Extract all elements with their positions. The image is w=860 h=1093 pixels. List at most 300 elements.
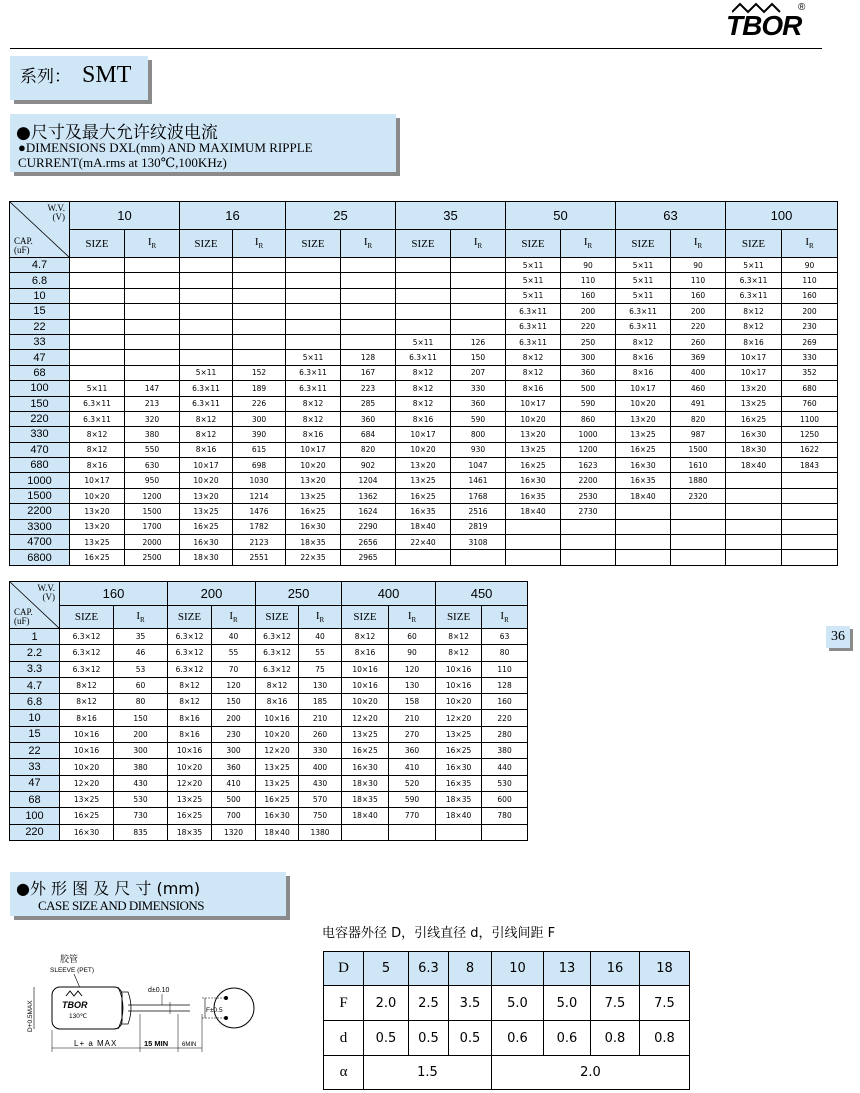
ripple-cell: 150 [114,710,168,726]
ripple-cell [341,319,396,334]
ripple-cell: 835 [114,824,168,840]
uf-unit-label: (uF) [14,616,30,626]
ripple-cell: 120 [389,661,436,677]
ripple-cell [561,535,616,550]
dim-value: 18 [640,952,690,986]
ripple-cell: 987 [671,427,726,442]
size-cell: 6.3×11 [396,350,451,365]
ripple-cell: 300 [212,743,256,759]
ripple-cell: 70 [212,661,256,677]
logo-text: TBOR [726,10,802,41]
size-cell: 16×30 [506,473,561,488]
dim-value: 2.0 [492,1056,690,1090]
capacitance-cell: 10 [10,710,60,726]
size-cell: 5×11 [506,273,561,288]
ripple-cell: 2320 [671,488,726,503]
ripple-cell: 330 [299,743,342,759]
wv-label: W.V. [47,203,65,213]
size-cell: 10×20 [70,488,125,503]
ripple-cell: 800 [451,427,506,442]
table-row [10,710,528,726]
ripple-cell [671,550,726,565]
size-cell: 5×11 [506,288,561,303]
ripple-cell [233,258,286,273]
size-cell: 16×30 [726,427,782,442]
dimension-caption: 电容器外径 D，引线直径 d，引线间距 F [322,926,556,941]
size-cell: 10×20 [396,442,451,457]
capacitance-cell: 47 [10,350,70,365]
lead-dimension-table [323,951,690,1090]
size-cell: 10×16 [60,743,114,759]
size-cell: 16×35 [396,504,451,519]
ripple-cell: 330 [782,350,838,365]
ripple-cell: 2000 [125,535,180,550]
size-cell: 8×12 [396,381,451,396]
ripple-cell: 200 [114,726,168,742]
size-cell: 6.3×11 [286,381,341,396]
voltage-header: 100 [726,202,838,230]
ripple-cell: 684 [341,427,396,442]
dim-label-F: F [324,986,364,1021]
size-cell: 10×20 [168,759,212,775]
dim-value: 16 [591,952,640,986]
size-cell: 6.3×11 [286,365,341,380]
size-cell: 5×11 [616,288,671,303]
size-cell: 6.3×12 [256,645,299,661]
ripple-cell [125,350,180,365]
size-cell: 5×11 [180,365,233,380]
table-row [10,775,528,791]
size-cell: 13×20 [286,473,341,488]
capacitance-cell: 100 [10,381,70,396]
size-cell: 8×16 [286,427,341,442]
size-cell: 8×12 [286,411,341,426]
size-cell: 5×11 [286,350,341,365]
ripple-cell: 360 [561,365,616,380]
size-cell: 5×11 [616,258,671,273]
ripple-cell: 1047 [451,458,506,473]
size-cell: 13×25 [396,473,451,488]
table-row [10,743,528,759]
capacitance-cell: 22 [10,743,60,759]
ripple-cell: 260 [299,726,342,742]
size-cell: 22×40 [396,535,451,550]
section-title-en-1: ●DIMENSIONS DXL(mm) AND MAXIMUM RIPPLE [18,140,313,155]
size-cell: 16×30 [180,535,233,550]
dim-value: 5.0 [492,986,544,1021]
ripple-cell: 130 [299,677,342,693]
ripple-cell [451,258,506,273]
ripple-cell: 360 [341,411,396,426]
size-header: SIZE [506,230,561,258]
ripple-cell [341,334,396,349]
dim-row-alpha [324,1056,690,1090]
d-tolerance: d±0.10 [148,987,170,994]
ripple-cell: 130 [389,677,436,693]
diameter-dim: D+0.5MAX [27,1000,34,1032]
size-cell: 8×12 [60,694,114,710]
table-row [10,791,528,807]
size-cell: 13×25 [726,396,782,411]
capacitance-cell: 220 [10,411,70,426]
size-cell: 13×25 [180,504,233,519]
ripple-cell: 630 [125,458,180,473]
size-cell [286,273,341,288]
ripple-cell: 2965 [341,550,396,565]
ripple-cell [389,824,436,840]
size-cell: 8×16 [256,694,299,710]
ripple-cell: 63 [482,629,528,645]
size-cell: 6.3×11 [506,304,561,319]
table-row [10,519,838,534]
ripple-cell: 430 [114,775,168,791]
size-cell: 12×20 [168,775,212,791]
size-cell [180,334,233,349]
case-title-cn: ●外 形 图 及 尺 寸 (mm) [16,879,201,898]
ripple-cell: 80 [482,645,528,661]
capacitance-cell: 1 [10,629,60,645]
table-row [10,645,528,661]
size-cell [506,519,561,534]
size-cell: 5×11 [70,381,125,396]
dim-row-F [324,986,690,1021]
size-cell: 6.3×12 [256,629,299,645]
ripple-cell: 2200 [561,473,616,488]
size-cell: 12×20 [436,710,482,726]
body-logo-text: TBOR [62,1000,88,1010]
ripple-cell: 90 [561,258,616,273]
ripple-cell: 1461 [451,473,506,488]
ripple-cell: 270 [389,726,436,742]
size-cell [286,319,341,334]
ripple-cell: 950 [125,473,180,488]
ripple-cell [341,258,396,273]
voltage-header: 450 [436,582,528,606]
size-header: SIZE [70,230,125,258]
size-cell [70,288,125,303]
capacitance-cell: 47 [10,775,60,791]
size-cell: 8×12 [506,350,561,365]
size-cell: 8×12 [168,694,212,710]
ripple-cell [341,288,396,303]
table-row [10,427,838,442]
size-header: SIZE [342,606,389,629]
size-cell [726,550,782,565]
size-cell: 6.3×12 [168,629,212,645]
table-row [10,458,838,473]
ripple-current-header: $I_R$ [389,606,436,629]
table-row [10,488,838,503]
dim-value: 0.5 [409,1021,449,1056]
ripple-current-header: $I_R$ [782,230,838,258]
ripple-cell [341,304,396,319]
ripple-cell: 53 [114,661,168,677]
header-corner-cell [10,202,70,258]
ripple-cell: 120 [212,677,256,693]
ripple-cell: 1362 [341,488,396,503]
size-cell: 18×35 [168,824,212,840]
voltage-header: 160 [60,582,168,606]
capacitance-cell: 2200 [10,504,70,519]
size-cell: 8×12 [396,365,451,380]
ripple-current-header: $I_R$ [341,230,396,258]
size-cell: 6.3×12 [256,661,299,677]
ripple-cell: 2551 [233,550,286,565]
size-cell: 8×12 [70,427,125,442]
capacitance-cell: 2.2 [10,645,60,661]
ripple-cell: 90 [782,258,838,273]
v-unit-label: (V) [52,212,65,222]
size-cell [726,504,782,519]
size-cell: 6.3×11 [180,381,233,396]
ripple-cell: 860 [561,411,616,426]
capacitance-cell: 1500 [10,488,70,503]
size-cell: 8×12 [726,304,782,319]
size-cell [396,288,451,303]
capacitance-cell: 22 [10,319,70,334]
size-cell: 13×25 [256,775,299,791]
ripple-cell: 352 [782,365,838,380]
ripple-cell: 615 [233,442,286,457]
size-cell: 10×17 [726,350,782,365]
dim-value: 0.5 [449,1021,492,1056]
size-cell: 13×20 [726,381,782,396]
capacitor-drawing [22,950,302,1060]
size-cell: 12×20 [256,743,299,759]
size-cell: 18×40 [436,808,482,824]
ripple-cell: 220 [561,319,616,334]
ripple-cell: 2500 [125,550,180,565]
ripple-cell: 1610 [671,458,726,473]
ripple-current-header: $I_R$ [671,230,726,258]
ripple-cell: 440 [482,759,528,775]
size-cell: 16×30 [256,808,299,824]
capacitance-cell: 33 [10,759,60,775]
ripple-cell [233,288,286,303]
size-cell [286,288,341,303]
ripple-cell [561,550,616,565]
ripple-cell [451,550,506,565]
series-label: 系列： [20,67,71,87]
ripple-cell: 128 [341,350,396,365]
size-cell: 16×25 [256,791,299,807]
size-cell: 8×16 [726,334,782,349]
capacitance-cell: 68 [10,365,70,380]
size-cell: 8×16 [60,710,114,726]
ripple-cell: 902 [341,458,396,473]
size-cell: 10×20 [616,396,671,411]
ripple-cell: 110 [561,273,616,288]
ripple-cell [125,304,180,319]
capacitance-cell: 1000 [10,473,70,488]
ripple-cell: 320 [125,411,180,426]
dim-value: 0.6 [544,1021,591,1056]
section-dimensions-title [10,114,396,172]
ripple-cell: 189 [233,381,286,396]
size-cell: 6.3×12 [168,661,212,677]
size-header: SIZE [286,230,341,258]
ripple-cell [451,273,506,288]
size-cell: 13×20 [180,488,233,503]
capacitance-cell: 15 [10,726,60,742]
capacitance-cell: 6.8 [10,694,60,710]
dim-value: 5.0 [544,986,591,1021]
capacitance-cell: 68 [10,791,60,807]
voltage-header-row [10,202,838,230]
ripple-cell [125,273,180,288]
ripple-cell: 770 [389,808,436,824]
ripple-cell [233,304,286,319]
voltage-header: 250 [256,582,342,606]
section-case-title [10,872,286,916]
ripple-cell: 207 [451,365,506,380]
column-header-row [10,230,838,258]
table-row [10,808,528,824]
ripple-cell: 55 [212,645,256,661]
ripple-cell: 410 [389,759,436,775]
ripple-cell: 530 [114,791,168,807]
ripple-cell: 185 [299,694,342,710]
size-cell: 8×12 [60,677,114,693]
size-cell: 10×16 [256,710,299,726]
size-cell: 10×17 [726,365,782,380]
ripple-cell: 152 [233,365,286,380]
dim-value: 2.0 [364,986,409,1021]
dim-label-D: D [324,952,364,986]
size-cell: 18×40 [396,519,451,534]
size-cell: 10×16 [436,677,482,693]
ripple-cell: 590 [389,791,436,807]
size-cell: 13×25 [168,791,212,807]
ripple-cell: 1880 [671,473,726,488]
ripple-cell: 75 [299,661,342,677]
ripple-cell: 128 [482,677,528,693]
size-cell [70,334,125,349]
dim-value: 0.5 [364,1021,409,1056]
size-cell: 16×25 [436,743,482,759]
size-cell: 18×35 [436,791,482,807]
ripple-cell: 360 [389,743,436,759]
size-cell: 8×16 [616,365,671,380]
size-cell [286,258,341,273]
size-cell: 13×20 [70,519,125,534]
ripple-cell [233,273,286,288]
capacitance-cell: 33 [10,334,70,349]
ripple-cell: 1214 [233,488,286,503]
table-row [10,258,838,273]
table-row [10,504,838,519]
size-cell: 8×16 [180,442,233,457]
ripple-cell: 820 [341,442,396,457]
ripple-current-header: $I_R$ [451,230,506,258]
ripple-cell [125,319,180,334]
size-cell: 10×20 [256,726,299,742]
size-cell: 8×16 [616,350,671,365]
size-cell [616,535,671,550]
table-row [10,550,838,565]
size-cell: 18×40 [342,808,389,824]
ripple-cell: 590 [451,411,506,426]
brand-logo [722,2,812,44]
ripple-cell: 35 [114,629,168,645]
size-cell: 13×20 [616,411,671,426]
top-divider [10,48,822,49]
capacitance-cell: 4.7 [10,677,60,693]
size-cell: 16×35 [436,775,482,791]
table-row [10,726,528,742]
capacitance-cell: 680 [10,458,70,473]
size-cell: 13×25 [256,759,299,775]
size-cell: 16×25 [726,411,782,426]
size-cell: 18×35 [286,535,341,550]
sleeve-label-en: SLEEVE (PET) [50,967,95,974]
size-cell: 18×30 [726,442,782,457]
size-cell: 10×17 [616,381,671,396]
dim-value: 7.5 [640,986,690,1021]
size-cell: 13×20 [70,504,125,519]
size-cell: 8×12 [168,677,212,693]
ripple-cell: 1380 [299,824,342,840]
size-cell: 16×30 [60,824,114,840]
size-cell: 16×25 [168,808,212,824]
size-cell: 6.3×12 [60,645,114,661]
voltage-header: 10 [70,202,180,230]
ripple-cell: 200 [671,304,726,319]
size-cell [70,258,125,273]
ripple-current-header: $I_R$ [482,606,528,629]
capacitance-cell: 470 [10,442,70,457]
size-cell: 13×25 [436,726,482,742]
ripple-cell: 380 [125,427,180,442]
size-cell: 12×20 [60,775,114,791]
size-cell [506,550,561,565]
ripple-cell: 46 [114,645,168,661]
ripple-cell: 530 [482,775,528,791]
table-row [10,442,838,457]
ripple-cell: 369 [671,350,726,365]
f-tolerance: F±0.5 [206,1007,223,1014]
size-cell: 10×17 [70,473,125,488]
ripple-cell: 200 [561,304,616,319]
table-row [10,473,838,488]
ripple-cell: 1200 [561,442,616,457]
ripple-cell: 110 [671,273,726,288]
ripple-cell: 2516 [451,504,506,519]
size-cell: 16×25 [286,504,341,519]
size-cell: 16×25 [396,488,451,503]
ripple-cell [671,535,726,550]
ripple-cell: 90 [389,645,436,661]
size-cell: 6.3×11 [726,288,782,303]
size-cell: 10×20 [286,458,341,473]
ripple-cell: 2730 [561,504,616,519]
size-cell: 16×30 [436,759,482,775]
size-cell: 5×11 [506,258,561,273]
table-row [10,334,838,349]
ripple-cell: 167 [341,365,396,380]
capacitance-cell: 150 [10,396,70,411]
ripple-cell [233,319,286,334]
ripple-cell: 250 [561,334,616,349]
size-cell: 10×20 [60,759,114,775]
ripple-cell: 390 [233,427,286,442]
size-cell: 16×25 [506,458,561,473]
ripple-current-header: $I_R$ [125,230,180,258]
dim-value: 5 [364,952,409,986]
ripple-cell: 1624 [341,504,396,519]
size-cell [726,535,782,550]
ripple-cell: 680 [782,381,838,396]
